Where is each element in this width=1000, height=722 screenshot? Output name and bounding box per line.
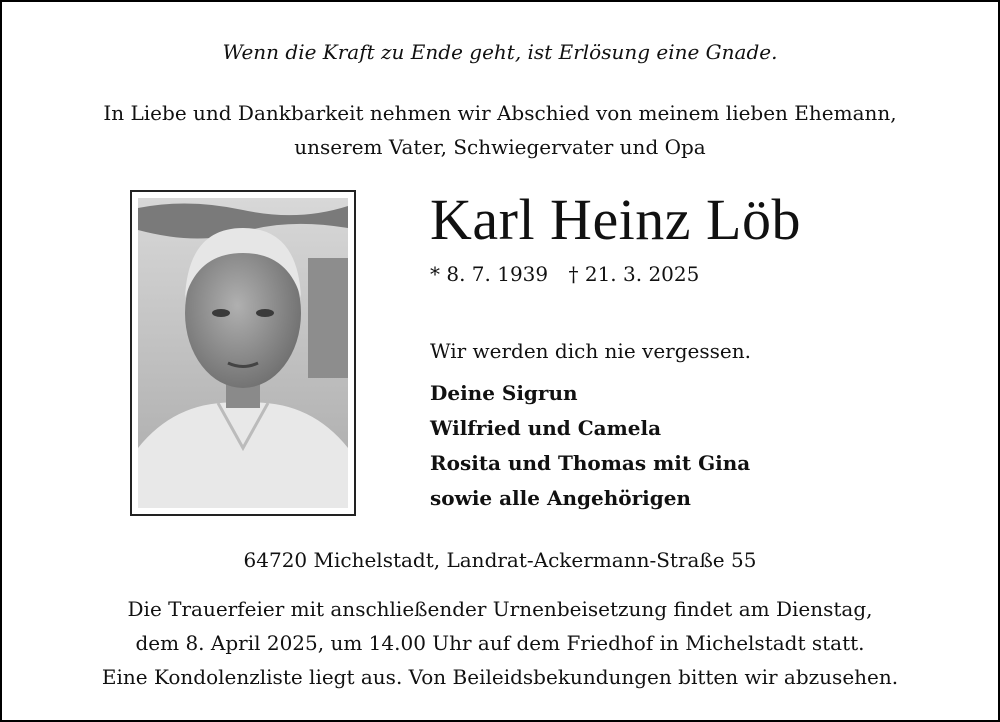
death-date: † 21. 3. 2025 [568,262,700,286]
family-member: Rosita und Thomas mit Gina [430,451,751,475]
farewell-text: Wir werden dich nie vergessen. [430,339,751,363]
family-member: Deine Sigrun [430,381,578,405]
portrait-image [138,198,348,508]
family-list [430,376,750,516]
birth-date: * 8. 7. 1939 [430,262,549,286]
intro-line: unserem Vater, Schwiegervater und Opa [294,135,706,159]
motto: Wenn die Kraft zu Ende geht, ist Erlösung eine Gnade. [222,40,778,64]
deceased-name: Karl Heinz Löb [430,187,801,252]
intro-line: In Liebe und Dankbarkeit nehmen wir Abschied von meinem lieben Ehemann, [103,101,897,125]
life-dates [430,262,713,286]
ceremony-line: dem 8. April 2025, um 14.00 Uhr auf dem Friedhof in Michelstadt statt. [135,631,865,655]
address: 64720 Michelstadt, Landrat-Ackermann-Straße 55 [243,548,757,572]
intro-text [0,96,1000,164]
family-member: Wilfried und Camela [430,416,662,440]
family-member: sowie alle Angehörigen [430,486,691,510]
ceremony-line: Die Trauerfeier mit anschließender Urnenbeisetzung findet am Dienstag, [127,597,873,621]
portrait-photo [130,190,356,516]
ceremony-info [0,592,1000,694]
ceremony-line: Eine Kondolenzliste liegt aus. Von Beileidsbekundungen bitten wir abzusehen. [101,665,899,689]
